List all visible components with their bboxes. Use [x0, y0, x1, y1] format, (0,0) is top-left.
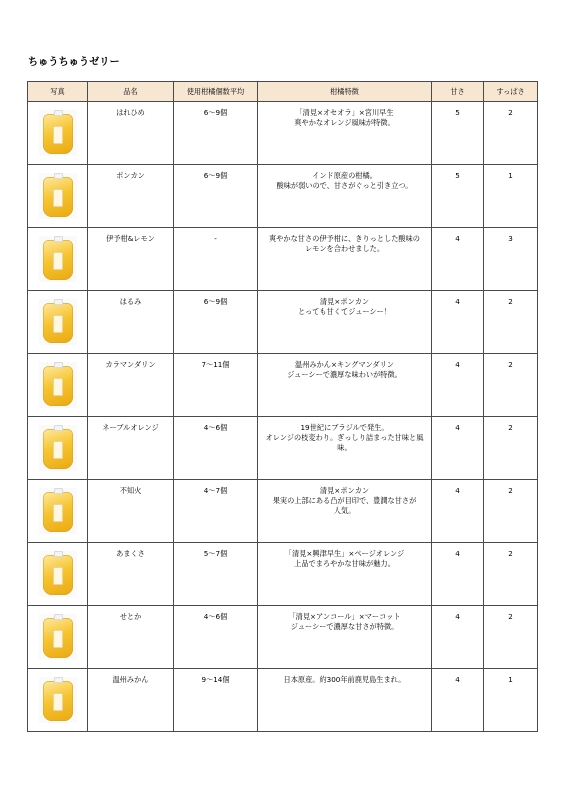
product-name: 不知火 [88, 480, 174, 543]
citrus-feature: インド原産の柑橘。 酸味が弱いので、甘さがぐっと引き立つ。 [258, 165, 432, 228]
sourness: 2 [484, 543, 538, 606]
jelly-pouch-image [39, 425, 77, 471]
citrus-count: 4～6個 [174, 417, 258, 480]
sourness: 2 [484, 354, 538, 417]
citrus-feature: 19世紀にブラジルで発生。 オレンジの枝変わり。ぎっしり詰まった甘味と風 味。 [258, 417, 432, 480]
citrus-feature: 日本原産。約300年前鹿児島生まれ。 [258, 669, 432, 732]
photo-cell [28, 102, 88, 165]
citrus-feature: 清見×ポンカン とっても甘くてジューシー！ [258, 291, 432, 354]
table-row [28, 480, 538, 543]
citrus-feature: 「清見×オセオラ」×宮川早生 爽やかなオレンジ風味が特徴。 [258, 102, 432, 165]
citrus-count: 6～9個 [174, 102, 258, 165]
header-name: 品名 [88, 82, 174, 102]
sweetness: 4 [432, 543, 484, 606]
product-table [27, 81, 538, 732]
sweetness: 4 [432, 669, 484, 732]
jelly-pouch-image [39, 362, 77, 408]
photo-cell [28, 354, 88, 417]
citrus-count: 9～14個 [174, 669, 258, 732]
page-title: ちゅうちゅうゼリー [28, 57, 120, 68]
header-sweet: 甘さ [432, 82, 484, 102]
jelly-pouch-image [39, 677, 77, 723]
product-name: ネーブルオレンジ [88, 417, 174, 480]
sourness: 1 [484, 669, 538, 732]
citrus-count: 4～6個 [174, 606, 258, 669]
sourness: 1 [484, 165, 538, 228]
jelly-pouch-image [39, 299, 77, 345]
jelly-pouch-image [39, 488, 77, 534]
photo-cell [28, 417, 88, 480]
citrus-count: 6～9個 [174, 291, 258, 354]
sweetness: 4 [432, 354, 484, 417]
header-count: 使用柑橘個数平均 [174, 82, 258, 102]
photo-cell [28, 480, 88, 543]
product-name: カラマンダリン [88, 354, 174, 417]
product-name: はれひめ [88, 102, 174, 165]
citrus-count: 6～9個 [174, 165, 258, 228]
photo-cell [28, 291, 88, 354]
product-name: あまくさ [88, 543, 174, 606]
sourness: 2 [484, 291, 538, 354]
table-row [28, 102, 538, 165]
product-name: 温州みかん [88, 669, 174, 732]
jelly-pouch-image [39, 551, 77, 597]
citrus-count: 4～7個 [174, 480, 258, 543]
sweetness: 4 [432, 606, 484, 669]
table-row [28, 669, 538, 732]
header-sour: すっぱさ [484, 82, 538, 102]
sourness: 2 [484, 480, 538, 543]
product-name: せとか [88, 606, 174, 669]
sweetness: 4 [432, 417, 484, 480]
table-row [28, 165, 538, 228]
citrus-count: 5～7個 [174, 543, 258, 606]
citrus-feature: 清見×ポンカン 果実の上部にある凸が目印で、豊潤な甘さが 人気。 [258, 480, 432, 543]
sweetness: 5 [432, 102, 484, 165]
sweetness: 4 [432, 291, 484, 354]
photo-cell [28, 606, 88, 669]
table-row [28, 228, 538, 291]
table-row [28, 417, 538, 480]
sweetness: 4 [432, 228, 484, 291]
sweetness: 4 [432, 480, 484, 543]
citrus-count: - [174, 228, 258, 291]
citrus-feature: 「清見×興津早生」×ページオレンジ 上品でまろやかな甘味が魅力。 [258, 543, 432, 606]
photo-cell [28, 228, 88, 291]
citrus-count: 7～11個 [174, 354, 258, 417]
table-row [28, 291, 538, 354]
sourness: 2 [484, 102, 538, 165]
citrus-feature: 爽やかな甘さの伊予柑に、きりっとした酸味の レモンを合わせました。 [258, 228, 432, 291]
jelly-pouch-image [39, 173, 77, 219]
header-feature: 柑橘特徴 [258, 82, 432, 102]
citrus-feature: 「清見×アンコール」×マーコット ジューシーで濃厚な甘さが特徴。 [258, 606, 432, 669]
jelly-pouch-image [39, 236, 77, 282]
jelly-pouch-image [39, 110, 77, 156]
jelly-pouch-image [39, 614, 77, 660]
citrus-feature: 温州みかん×キングマンダリン ジューシーで濃厚な味わいが特徴。 [258, 354, 432, 417]
sourness: 2 [484, 417, 538, 480]
product-name: はるみ [88, 291, 174, 354]
table-row [28, 543, 538, 606]
photo-cell [28, 543, 88, 606]
table-row [28, 354, 538, 417]
product-name: 伊予柑&レモン [88, 228, 174, 291]
photo-cell [28, 165, 88, 228]
table-row [28, 606, 538, 669]
header-photo: 写真 [28, 82, 88, 102]
table-header-row [28, 82, 538, 102]
sourness: 2 [484, 606, 538, 669]
sourness: 3 [484, 228, 538, 291]
photo-cell [28, 669, 88, 732]
product-name: ポンカン [88, 165, 174, 228]
sweetness: 5 [432, 165, 484, 228]
